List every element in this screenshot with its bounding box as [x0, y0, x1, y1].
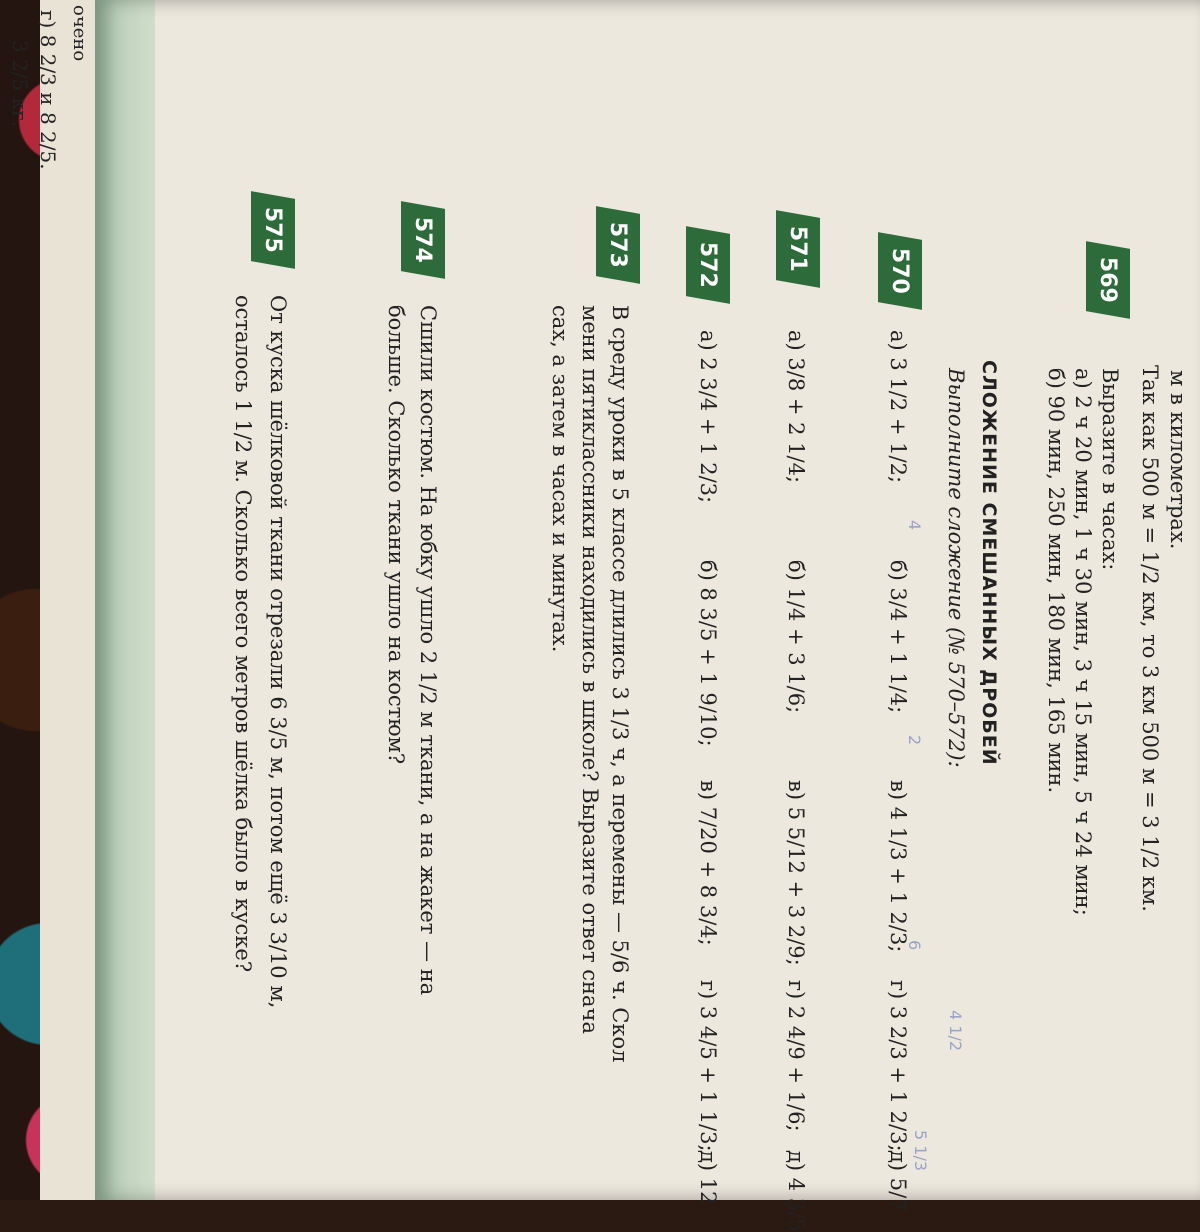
task-571-e: д) 4 3/5 — [784, 1150, 808, 1232]
task-573-line-2: мени пятиклассники находились в школе? Выразите ответ снача — [578, 305, 602, 1034]
task-574-line-1: Сшили костюм. На юбку ушло 2 1/2 м ткани, а на жакет — на — [416, 305, 440, 996]
task-569-b: б) 90 мин, 250 мин, 180 мин, 165 мин. — [1044, 368, 1068, 794]
section-heading: СЛОЖЕНИЕ СМЕШАННЫХ ДРОБЕЙ — [978, 360, 1000, 766]
task-badge-574: 574 — [401, 201, 445, 279]
task-badge-573: 573 — [596, 206, 640, 284]
task-badge-575: 575 — [251, 191, 295, 269]
task-573-line-3: сах, а затем в часах и минутах. — [548, 305, 572, 653]
task-badge-569: 569 — [1086, 241, 1130, 319]
task-570-d: г) 3 2/3 + 1 2/3; — [886, 980, 910, 1152]
pencil-note-5: 4 1/2 — [946, 1010, 965, 1052]
task-571-c: в) 5 5/12 + 3 2/9; — [784, 780, 808, 966]
task-572-e: д) 12 — [696, 1150, 720, 1205]
task-badge-572: 572 — [686, 226, 730, 304]
task-569-title: Выразите в часах: — [1098, 368, 1122, 571]
task-575-line-1: От куска шёлковой ткани отрезали 6 3/5 м, потом ещё 3 3/10 м, — [266, 295, 290, 1009]
left-fragment-2: 3 2/5 кг. — [8, 40, 32, 127]
rotated-page-content — [120, 0, 1200, 1232]
task-571-d: г) 2 4/9 + 1/6; — [784, 980, 808, 1132]
task-572-d: г) 3 4/5 + 1 1/3; — [696, 980, 720, 1152]
task-570-a: а) 3 1/2 + 1/2; — [886, 330, 910, 484]
pencil-note-1: 4 — [905, 520, 924, 531]
task-575-line-2: осталось 1 1/2 м. Сколько всего метров шёлка было в куске? — [231, 295, 255, 973]
top-line-1: м в километрах. — [1166, 370, 1190, 550]
pencil-note-2: 2 — [905, 735, 924, 746]
task-571-a: а) 3/8 + 2 1/4; — [784, 330, 808, 484]
task-573-line-1: В среду уроки в 5 классе длились 3 1/3 ч, а перемены — 5/6 ч. Скол — [608, 305, 632, 1063]
task-572-c: в) 7/20 + 8 3/4; — [696, 780, 720, 946]
task-571-b: б) 1/4 + 3 1/6; — [784, 560, 808, 714]
instruction-text: Выполните сложение (№ 570–572): — [944, 368, 968, 768]
task-572-a: а) 2 3/4 + 1 2/3; — [696, 330, 720, 504]
task-badge-571: 571 — [776, 210, 820, 288]
task-574-line-2: больше. Сколько ткани ушло на костюм? — [384, 305, 408, 765]
task-572-b: б) 8 3/5 + 1 9/10; — [696, 560, 720, 747]
task-570-c: в) 4 1/3 + 1 2/3; — [886, 780, 910, 953]
top-line-2: Так как 500 м = 1/2 км, то 3 км 500 м = 3 1/2 км. — [1138, 365, 1162, 912]
task-570-b: б) 3/4 + 1 1/4; — [886, 560, 910, 714]
left-fragment-1: г) 8 2/3 и 8 2/5. — [36, 10, 60, 170]
task-569-a: а) 2 ч 20 мин, 1 ч 30 мин, 3 ч 15 мин, 5 ч 24 мин; — [1071, 368, 1095, 916]
left-fragment-3: очено — [69, 5, 90, 62]
pencil-note-4: 5 1/3 — [911, 1130, 930, 1172]
pencil-note-3: 6 — [905, 940, 924, 951]
task-badge-570: 570 — [878, 232, 922, 310]
task-570-e: д) 5/7 — [886, 1150, 910, 1212]
